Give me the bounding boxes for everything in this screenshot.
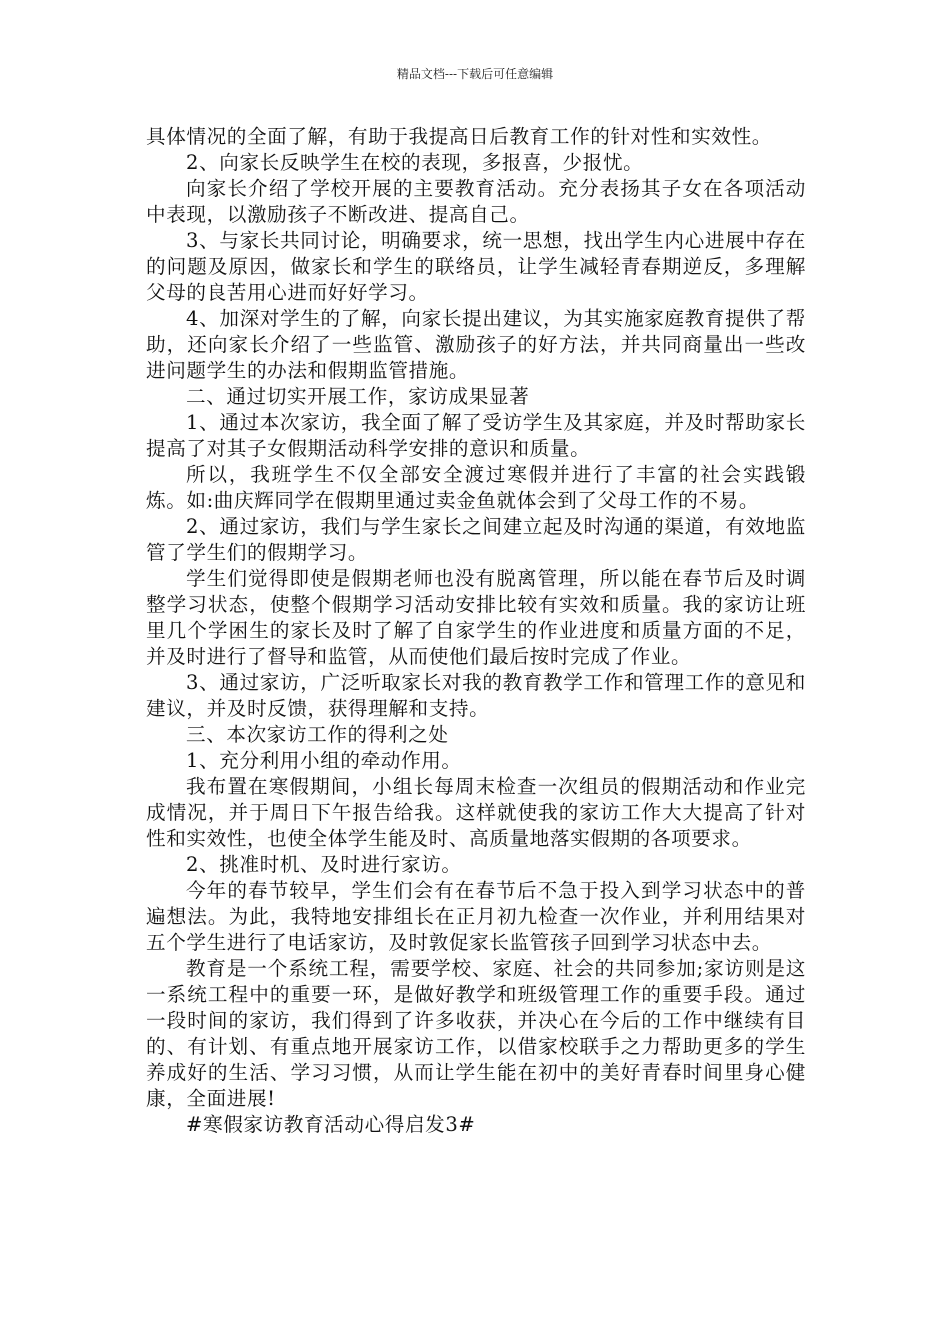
paragraph: 学生们觉得即使是假期老师也没有脱离管理，所以能在春节后及时调整学习状态，使整个假期学习活动安排比较有实效和质量。我的家访让班里几个学困生的家长及时了解了自家学生的作业进度和质量方面的不足，并及时进行了督导和监管，从而使他们最后按时完成了作业。 (146, 567, 806, 668)
paragraph: 1、充分利用小组的牵动作用。 (186, 749, 462, 772)
document-body (146, 124, 806, 1138)
section-heading: 三、本次家访工作的得利之处 (186, 723, 449, 746)
page-header: 精品文档---下载后可任意编辑 (396, 67, 554, 81)
section-marker: #寒假家访教育活动心得启发3# (186, 1113, 476, 1136)
paragraph: 我布置在寒假期间，小组长每周末检查一次组员的假期活动和作业完成情况，并于周日下午报告给我。这样就使我的家访工作大大提高了针对性和实效性，也使全体学生能及时、高质量地落实假期的各项要求。 (146, 775, 806, 850)
paragraph: 今年的春节较早，学生们会有在春节后不急于投入到学习状态中的普遍想法。为此，我特地安排组长在正月初九检查一次作业，并利用结果对五个学生进行了电话家访，及时敦促家长监管孩子回到学习状态中去。 (146, 879, 806, 954)
paragraph: 1、通过本次家访，我全面了解了受访学生及其家庭，并及时帮助家长提高了对其子女假期活动科学安排的意识和质量。 (146, 411, 806, 460)
paragraph: 3、通过家访，广泛听取家长对我的教育教学工作和管理工作的意见和建议，并及时反馈，获得理解和支持。 (146, 671, 806, 720)
paragraph: 2、挑准时机、及时进行家访。 (186, 853, 462, 876)
paragraph: 2、通过家访，我们与学生家长之间建立起及时沟通的渠道，有效地监管了学生们的假期学习。 (146, 515, 806, 564)
paragraph: 4、加深对学生的了解，向家长提出建议，为其实施家庭教育提供了帮助，还向家长介绍了一些监管、激励孩子的好方法，并共同商量出一些改进问题学生的办法和假期监管措施。 (146, 307, 806, 382)
section-heading: 二、通过切实开展工作，家访成果显著 (186, 385, 530, 408)
paragraph: 教育是一个系统工程，需要学校、家庭、社会的共同参加;家访则是这一系统工程中的重要一环，是做好教学和班级管理工作的重要手段。通过一段时间的家访，我们得到了许多收获，并决心在今后的工作中继续有目的、有计划、有重点地开展家访工作，以借家校联手之力帮助更多的学生养成好的生活、学习习惯，从而让学生能在初中的美好青春时间里身心健康，全面进展! (146, 957, 806, 1110)
paragraph: 3、与家长共同讨论，明确要求，统一思想，找出学生内心进展中存在的问题及原因，做家长和学生的联络员，让学生减轻青春期逆反，多理解父母的良苦用心进而好好学习。 (146, 229, 806, 304)
paragraph: 向家长介绍了学校开展的主要教育活动。充分表扬其子女在各项活动中表现，以激励孩子不断改进、提高自己。 (146, 177, 806, 226)
paragraph: 所以，我班学生不仅全部安全渡过寒假并进行了丰富的社会实践锻炼。如:曲庆辉同学在假期里通过卖金鱼就体会到了父母工作的不易。 (146, 463, 806, 512)
paragraph: 具体情况的全面了解，有助于我提高日后教育工作的针对性和实效性。 (146, 125, 773, 148)
paragraph: 2、向家长反映学生在校的表现，多报喜，少报忧。 (186, 151, 644, 174)
